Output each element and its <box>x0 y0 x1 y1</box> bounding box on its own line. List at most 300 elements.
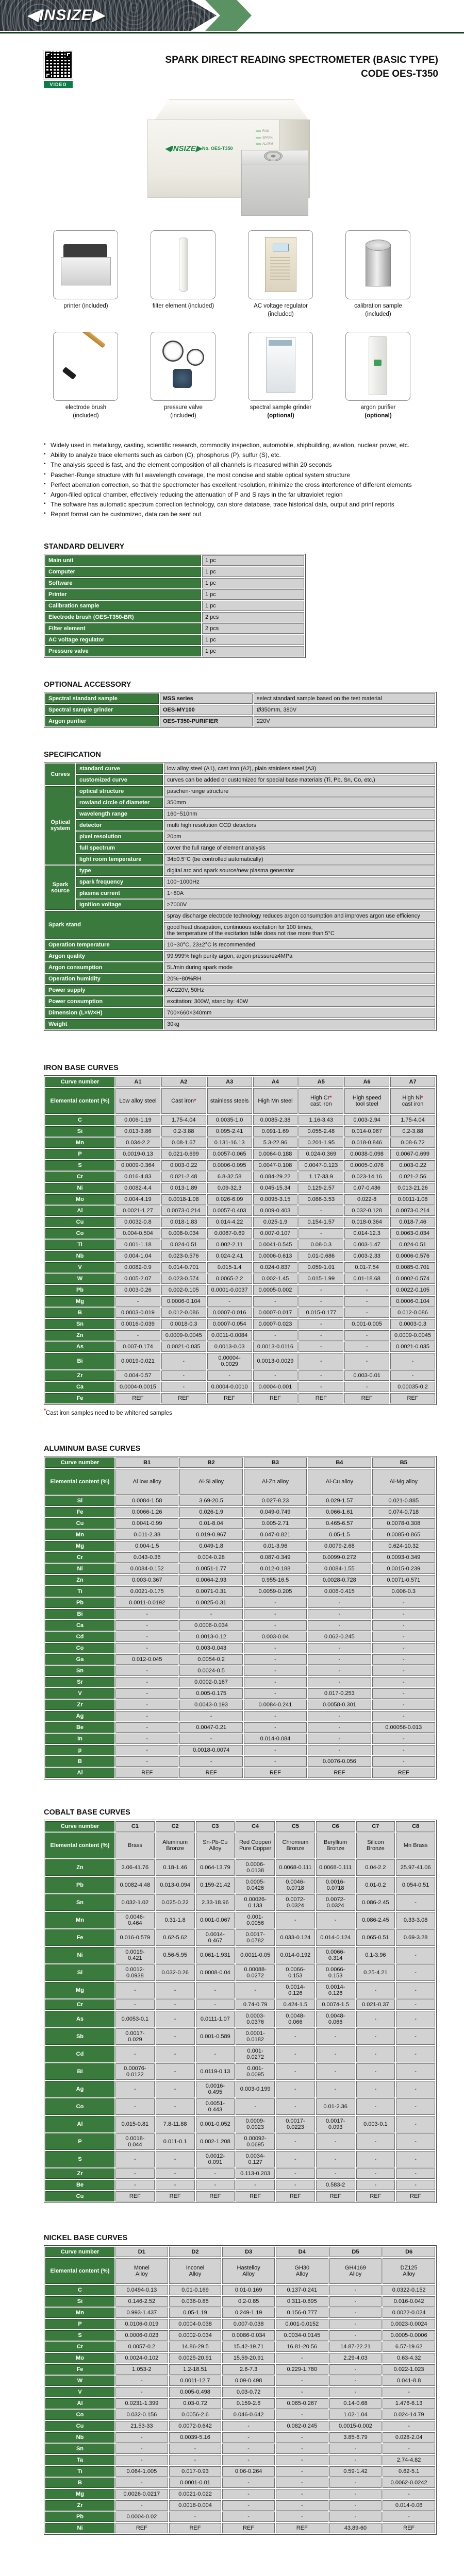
range-value: - <box>207 1296 252 1307</box>
product-thumb-calibration-sample <box>345 230 411 318</box>
range-value: 0.007-0.107 <box>253 1228 298 1239</box>
range-value: 0.027-8.23 <box>244 1496 307 1506</box>
range-value: REF <box>115 1393 160 1403</box>
element-symbol: Si <box>45 1126 114 1137</box>
range-value: - <box>356 2063 395 2080</box>
spark-port-icon <box>264 151 283 161</box>
alloy-name: High Ni* cast iron <box>390 1088 435 1114</box>
element-symbol: Pb <box>45 2512 114 2522</box>
delivery-qty: 1 pc <box>202 567 304 577</box>
range-value: 0.014-0.084 <box>244 1734 307 1744</box>
range-value: 0.025-0.22 <box>156 1894 195 1911</box>
range-value: - <box>356 1982 395 1998</box>
range-value: - <box>244 1654 307 1665</box>
asterisk: * <box>44 1408 46 1414</box>
spec-value: 1~80A <box>164 888 435 899</box>
element-symbol: Sn <box>45 2444 114 2454</box>
range-value: 0.013-21.26 <box>390 1183 435 1193</box>
cobalt-curves-table-host <box>44 1820 438 2203</box>
range-value: 0.005-0.498 <box>169 2387 222 2397</box>
calibration-sample-image <box>345 230 410 299</box>
elemental-content-label: Elemental content (%) <box>45 2258 114 2284</box>
range-value: 0.006-0.3 <box>372 1586 435 1597</box>
spec-sub-label: spark frequency <box>76 877 163 887</box>
spec-group-label: Spark stand <box>45 911 163 939</box>
range-value: 0.0017-0.0782 <box>236 1929 275 1946</box>
range-value: - <box>115 1999 155 2010</box>
range-value: - <box>396 2081 435 2097</box>
range-value: - <box>115 2168 155 2179</box>
accessory-item: Argon purifier <box>45 716 159 726</box>
element-symbol: Cu <box>45 1518 114 1529</box>
optional-accessory-section <box>44 681 438 728</box>
range-value: 0.024-2.41 <box>207 1251 252 1261</box>
range-value: 15.59-20.91 <box>222 2353 275 2363</box>
range-value: - <box>276 2168 315 2179</box>
range-value: - <box>396 1999 435 2010</box>
range-value: 0.015-1.99 <box>299 1274 343 1284</box>
range-value: - <box>156 2168 195 2179</box>
sample-grinder-art <box>248 332 312 400</box>
range-value: 0.0095-3.15 <box>253 1194 298 1205</box>
range-value: - <box>316 2081 355 2097</box>
printer-image <box>53 230 118 299</box>
spec-sub-label: standard curve <box>76 764 163 774</box>
range-value: 0.0111-1.07 <box>196 2011 235 2027</box>
range-value: 0.0231-1.399 <box>115 2398 168 2409</box>
range-value: 0.013-3.86 <box>115 1126 160 1137</box>
range-value: - <box>299 1370 343 1381</box>
range-value: REF <box>169 2523 222 2533</box>
spec-sub-label: rowland circle of diameter <box>76 798 163 808</box>
range-value: - <box>161 1370 206 1381</box>
caption-line: (included) <box>268 311 294 317</box>
range-value: 0.249-1.19 <box>222 2308 275 2318</box>
range-value: 0.31-1.8 <box>156 1912 195 1928</box>
range-value: 0.024-0.369 <box>299 1149 343 1159</box>
alloy-name: GH30 Alloy <box>276 2258 328 2284</box>
alloy-name: Beryllium Bronze <box>316 1833 355 1858</box>
range-value: 0.0084-0.241 <box>244 1700 307 1710</box>
cobalt-curves-table <box>44 1820 437 2203</box>
range-value: 3.85-6.79 <box>329 2432 382 2443</box>
range-value: 0.084-29.22 <box>253 1172 298 1182</box>
range-value: 0.032-1.02 <box>115 1894 155 1911</box>
delivery-qty: 1 pc <box>202 578 304 588</box>
range-value: 0.032-0.26 <box>156 1964 195 1981</box>
element-symbol: S <box>45 2330 114 2341</box>
range-value: REF <box>276 2191 315 2201</box>
range-value: 0.0047-0.21 <box>179 1722 242 1733</box>
delivery-qty: 1 pc <box>202 601 304 611</box>
range-value: 0.01-0.169 <box>222 2285 275 2295</box>
element-symbol: Zn <box>45 1330 114 1341</box>
range-value: 0.0086-0.034 <box>222 2330 275 2341</box>
range-value: 0.00035-0.2 <box>390 1382 435 1392</box>
range-value: 0.061-1.931 <box>196 1947 235 1963</box>
range-value: 0.014-0.124 <box>316 1929 355 1946</box>
range-value: 0.00026-0.133 <box>236 1894 275 1911</box>
range-value: 1.16-3.43 <box>299 1115 343 1125</box>
range-value: 0.0023-0.0024 <box>383 2319 435 2329</box>
machine-logo: ◀INSIZE▶ <box>165 144 202 153</box>
range-value: 0.59-1.42 <box>329 2466 382 2477</box>
nickel-curves-section <box>44 2234 438 2535</box>
range-value: - <box>308 1666 371 1676</box>
range-value: 0.229-1.780 <box>276 2364 328 2375</box>
range-value: 0.0322-0.152 <box>383 2285 435 2295</box>
product-caption <box>248 302 314 318</box>
product-thumb-electrode-brush <box>53 332 119 420</box>
range-value: 0.003-0.1 <box>356 2116 395 2132</box>
range-value: 0.0006-0.023 <box>115 2330 168 2341</box>
range-value: REF <box>372 1768 435 1778</box>
range-value: 0.624-10.32 <box>372 1541 435 1551</box>
element-symbol: Mg <box>45 2489 114 2499</box>
range-value: - <box>396 2028 435 2045</box>
range-value: 0.001-0.0095 <box>236 2063 275 2080</box>
range-value: - <box>222 2455 275 2465</box>
ac-voltage-regulator-art <box>248 231 312 299</box>
section-heading: STANDARD DELIVERY <box>44 542 125 551</box>
range-value: 0.086-3.53 <box>299 1194 343 1205</box>
range-value: - <box>115 2500 168 2511</box>
element-symbol: Cu <box>45 2421 114 2431</box>
range-value: 0.0006-0.095 <box>207 1160 252 1171</box>
range-value: - <box>308 1734 371 1744</box>
spec-sub-label: detector <box>76 820 163 831</box>
spec-value: multi high resolution CCD detectors <box>164 820 435 831</box>
range-value: 0.0013-0.0116 <box>253 1342 298 1352</box>
range-value: 0.2-3.88 <box>390 1126 435 1137</box>
range-value: 0.014-0.192 <box>276 1947 315 1963</box>
range-value: - <box>329 2500 382 2511</box>
spec-sub-label: plasma current <box>76 888 163 899</box>
range-value: 0.0072-0.0324 <box>276 1894 315 1911</box>
element-symbol: Ca <box>45 1620 114 1631</box>
range-value: 0.016-4.83 <box>115 1172 160 1182</box>
range-value: 0.021-0.885 <box>372 1496 435 1506</box>
alloy-name: High Cr* cast iron <box>299 1088 343 1114</box>
range-value: 0.026-6.09 <box>207 1194 252 1205</box>
range-value: - <box>396 1982 435 1998</box>
range-value: - <box>316 2168 355 2179</box>
range-value: 0.18-1.46 <box>156 1859 195 1876</box>
product-thumb-sample-grinder <box>248 332 314 420</box>
machine-model: No. OES-T350 <box>202 146 233 151</box>
range-value: - <box>299 1382 343 1392</box>
range-value: - <box>196 2046 235 2062</box>
range-value: 0.0009-0.0023 <box>236 2116 275 2132</box>
range-value: 0.007-0.174 <box>115 1342 160 1352</box>
range-value: - <box>329 2444 382 2454</box>
feature-bullet: ▪ Ability to analyze trace elements such as carbon (C), phosphorus (P), sulfur (S), etc. <box>44 450 438 460</box>
range-value: 0.002-1.45 <box>253 1274 298 1284</box>
range-value: 0.0011-12.7 <box>169 2376 222 2386</box>
range-value: 0.009-0.403 <box>253 1206 298 1216</box>
alloy-name: stainless steels <box>207 1088 252 1114</box>
range-value: 0.066-1.61 <box>308 1507 371 1517</box>
element-symbol: Al <box>45 1206 114 1216</box>
top-banner <box>0 0 464 37</box>
range-value: - <box>276 2432 328 2443</box>
range-value: 0.001-1.18 <box>115 1240 160 1250</box>
range-value: - <box>316 1912 355 1928</box>
range-value: 1.75-4.04 <box>161 1115 206 1125</box>
range-value: 0.583-2 <box>316 2180 355 2190</box>
range-value: - <box>372 1756 435 1767</box>
element-symbol: Cd <box>45 1632 114 1642</box>
element-symbol: Ti <box>45 1586 114 1597</box>
alloy-name: High Mn steel <box>253 1088 298 1114</box>
curve-number: B4 <box>308 1458 371 1468</box>
range-value: 0.095-2.41 <box>207 1126 252 1137</box>
range-value: 2.33-18.96 <box>196 1894 235 1911</box>
curve-number: C4 <box>236 1821 275 1832</box>
range-value: REF <box>161 1393 206 1403</box>
range-value: 0.003-0.26 <box>115 1285 160 1295</box>
range-value: - <box>276 2133 315 2150</box>
range-value: - <box>169 2512 222 2522</box>
element-symbol: S <box>45 2151 114 2167</box>
range-value: 1.053-2 <box>115 2364 168 2375</box>
range-value: 0.003-0.367 <box>115 1575 178 1585</box>
range-value: - <box>383 2444 435 2454</box>
range-value: 0.0019-0.021 <box>115 1353 160 1369</box>
element-symbol: C <box>45 2285 114 2295</box>
range-value: 0.018-0.846 <box>344 1138 389 1148</box>
range-value: 0.046-0.642 <box>222 2410 275 2420</box>
delivery-item: Pressure valve <box>45 646 201 656</box>
element-symbol: Ni <box>45 1947 114 1963</box>
range-value: 0.0056-2.6 <box>169 2410 222 2420</box>
range-value: - <box>276 2028 315 2045</box>
range-value: 0.0043-0.193 <box>179 1700 242 1710</box>
product-title-line1: SPARK DIRECT READING SPECTROMETER (BASIC TYPE) <box>165 55 438 65</box>
range-value: 0.033-0.124 <box>276 1929 315 1946</box>
curve-number: D3 <box>222 2247 275 2257</box>
range-value: 0.0012-0.0938 <box>115 1964 155 1981</box>
range-value: 3.69-20.5 <box>179 1496 242 1506</box>
range-value: - <box>356 2133 395 2150</box>
range-value: 0.0051-0.443 <box>196 2098 235 2115</box>
element-symbol: Be <box>45 1722 114 1733</box>
range-value: 0.0025-20.91 <box>169 2353 222 2363</box>
range-value: 0.08-0.3 <box>299 1240 343 1250</box>
range-value: 0.005-2.07 <box>115 1274 160 1284</box>
element-symbol: Mn <box>45 2308 114 2318</box>
range-value: 0.05-1.5 <box>308 1530 371 1540</box>
alloy-name: Al-Cu alloy <box>308 1469 371 1495</box>
spec-sub-label: type <box>76 866 163 876</box>
curve-number: C2 <box>156 1821 195 1832</box>
range-value: 0.04-2.2 <box>356 1859 395 1876</box>
range-value: 0.015-0.177 <box>299 1308 343 1318</box>
range-value: 0.001-0.0152 <box>276 2319 328 2329</box>
range-value: 0.059-1.01 <box>299 1262 343 1273</box>
range-value: - <box>276 2151 315 2167</box>
range-value: - <box>316 2151 355 2167</box>
caption-line: pressure valve (included) <box>164 404 203 419</box>
range-value: 0.024-0.51 <box>161 1240 206 1250</box>
range-value: 2.6-7.3 <box>222 2364 275 2375</box>
header-row <box>44 50 438 88</box>
range-value: REF <box>236 2191 275 2201</box>
range-value: - <box>253 1370 298 1381</box>
element-symbol: W <box>45 1274 114 1284</box>
range-value: 0.0494-0.13 <box>115 2285 168 2295</box>
range-value: 0.25-4.21 <box>356 1964 395 1981</box>
range-value: - <box>115 2180 155 2190</box>
element-symbol: Cu <box>45 1217 114 1227</box>
element-symbol: Mg <box>45 1982 114 1998</box>
delivery-qty: 2 pcs <box>202 612 304 622</box>
range-value: 0.0026-0.0217 <box>115 2489 168 2499</box>
range-value: - <box>115 1330 160 1341</box>
range-value: - <box>329 2478 382 2488</box>
range-value: REF <box>299 1393 343 1403</box>
delivery-item: Calibration sample <box>45 601 201 611</box>
spec-sub-label: pixel resolution <box>76 832 163 842</box>
element-symbol: Nb <box>45 1251 114 1261</box>
product-caption <box>53 302 119 311</box>
range-value: 0.0017-0.093 <box>316 2116 355 2132</box>
page-title <box>73 50 438 88</box>
range-value: 1.17-33.9 <box>299 1172 343 1182</box>
range-value: 0.0004-0.0010 <box>207 1382 252 1392</box>
range-value: 0.041-8.8 <box>383 2376 435 2386</box>
range-value: 0.0085-0.865 <box>372 1530 435 1540</box>
range-value: - <box>156 2081 195 2097</box>
range-value: 0.004-4.19 <box>115 1194 160 1205</box>
range-value: 0.003-0.043 <box>179 1643 242 1653</box>
spec-value: digital arc and spark source/new plasma generator <box>164 866 435 876</box>
alloy-name: Low alloy steel <box>115 1088 160 1114</box>
range-value: - <box>344 1285 389 1295</box>
curve-number: D2 <box>169 2247 222 2257</box>
range-value: 0.003-2.94 <box>344 1115 389 1125</box>
range-value: - <box>372 1632 435 1642</box>
range-value: - <box>156 2028 195 2045</box>
curve-number-label: Curve number <box>45 1077 114 1087</box>
range-value: - <box>196 1982 235 1998</box>
range-value: 0.021-2.56 <box>390 1172 435 1182</box>
range-value: 0.01-18.68 <box>344 1274 389 1284</box>
accessory-desc: 220V <box>254 716 435 726</box>
range-value: - <box>299 1228 343 1239</box>
range-value: 0.993-1.437 <box>115 2308 168 2318</box>
range-value: 0.082-0.245 <box>276 2421 328 2431</box>
range-value: REF <box>156 2191 195 2201</box>
range-value: 0.023-0.574 <box>161 1274 206 1284</box>
range-value: 0.064-13.79 <box>196 1859 235 1876</box>
curve-number: A7 <box>390 1077 435 1087</box>
range-value: 0.00004-0.0029 <box>207 1353 252 1369</box>
range-value: 0.74-0.79 <box>236 1999 275 2010</box>
range-value: 0.146-2.52 <box>115 2296 168 2307</box>
product-caption <box>151 404 217 420</box>
nickel-curves-table <box>44 2245 437 2535</box>
range-value: 21.53-33 <box>115 2421 168 2431</box>
range-value: 0.0011-1.08 <box>390 1194 435 1205</box>
range-value: - <box>344 1308 389 1318</box>
product-caption <box>345 302 411 318</box>
range-value: 0.0011-0.0084 <box>207 1330 252 1341</box>
range-value: - <box>253 1296 298 1307</box>
range-value: - <box>276 2489 328 2499</box>
range-value: 0.0079-2.68 <box>308 1541 371 1551</box>
range-value: - <box>156 2063 195 2080</box>
element-symbol: Zr <box>45 1370 114 1381</box>
curve-number: D6 <box>383 2247 435 2257</box>
range-value: 0.156-0.777 <box>276 2308 328 2318</box>
aluminum-curves-table-host <box>44 1456 438 1780</box>
elemental-content-label: Elemental content (%) <box>45 1469 114 1495</box>
range-value: 0.14-0.68 <box>329 2398 382 2409</box>
feature-bullet: ▪ Perfect aberration correction, so that the spectrometer has excellent resolution, minimize the cross interference of different elements <box>44 480 438 490</box>
range-value: REF <box>222 2523 275 2533</box>
spec-label: Operation temperature <box>45 940 163 950</box>
element-symbol: Fe <box>45 1929 114 1946</box>
range-value: 0.311-0.895 <box>276 2296 328 2307</box>
range-value: REF <box>179 1768 242 1778</box>
element-symbol: Ca <box>45 1382 114 1392</box>
range-value: - <box>276 2500 328 2511</box>
range-value: 0.014-0.701 <box>161 1262 206 1273</box>
range-value: 15.42-19.71 <box>222 2342 275 2352</box>
range-value: 16.81-20.56 <box>276 2342 328 2352</box>
range-value: 0.465-6.57 <box>308 1518 371 1529</box>
range-value: - <box>276 2455 328 2465</box>
range-value: - <box>222 2500 275 2511</box>
range-value: - <box>344 1382 389 1392</box>
element-symbol: Mn <box>45 1912 114 1928</box>
range-value: REF <box>344 1393 389 1403</box>
product-thumb-filter-element <box>151 230 217 318</box>
spec-value: 160~510nm <box>164 809 435 819</box>
element-symbol: Nb <box>45 2432 114 2443</box>
range-value: 0.0057-0.2 <box>115 2342 168 2352</box>
range-value: 0.0004-0.038 <box>169 2319 222 2329</box>
range-value: 0.0093-0.349 <box>372 1552 435 1563</box>
range-value: - <box>276 2512 328 2522</box>
range-value: 0.0018-0.0074 <box>179 1745 242 1755</box>
pressure-valve-art <box>151 332 215 400</box>
range-value: - <box>156 1999 195 2010</box>
range-value: 0.004-0.504 <box>115 1228 160 1239</box>
range-value: 0.022-1.023 <box>383 2364 435 2375</box>
range-value: 0.06-0.264 <box>222 2466 275 2477</box>
asterisk: * <box>421 1094 423 1101</box>
range-value: - <box>115 2432 168 2443</box>
range-value: 7.8-11.88 <box>156 2116 195 2132</box>
range-value: - <box>207 1370 252 1381</box>
accessory-item: Spectral sample grinder <box>45 705 159 715</box>
range-value: - <box>179 1734 242 1744</box>
range-value: REF <box>115 2523 168 2533</box>
range-value: - <box>115 1688 178 1699</box>
alloy-name: Aluminum Bronze <box>156 1833 195 1858</box>
range-value: 0.0021-1.27 <box>115 1206 160 1216</box>
argon-purifier-art <box>346 332 410 400</box>
qr-finder-icon <box>45 72 51 78</box>
range-value: 0.065-0.267 <box>276 2398 328 2409</box>
element-symbol: Mo <box>45 1194 114 1205</box>
range-value: REF <box>396 2191 435 2201</box>
range-value: 0.113-0.203 <box>236 2168 275 2179</box>
range-value: - <box>244 1756 307 1767</box>
range-value: 0.0072-0.0324 <box>316 1894 355 1911</box>
